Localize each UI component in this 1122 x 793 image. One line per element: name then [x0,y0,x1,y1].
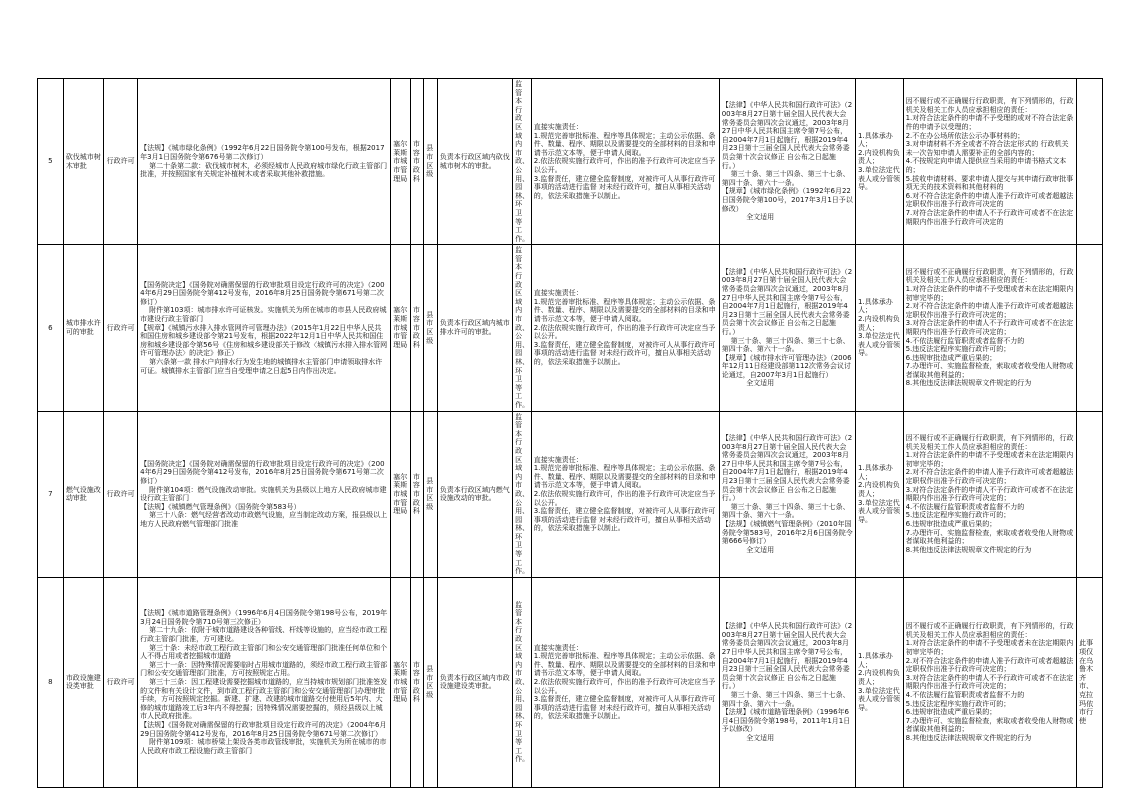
table-row [38,577,1103,787]
responsibility-items: 直接实施责任： 1.规范完善审批标准、程序等具体规定；主动公示依据、条件、数量、程序、期限以及需要提交的全部材料的目录和申请书示范文本等，便于申请人阅取。 2.依法依规实施行政许可，作出的准予行政许可决定应当予以公开。 3.监督责任，建立健全监督制度，对被许可人从事行政许可事项的活动进行监督 对未经行政许可，擅自从事相关活动的，依法采取措施予以制止。 [533,122,716,200]
item-name: 燃气设施改动审批 [63,411,103,577]
duty-scope: 负责本行政区域内砍伐城市树木的审批。 [437,79,512,245]
item-name: 城市排水许可的审批 [63,245,103,411]
responsible-section: 市容市政科 [410,245,423,411]
implementing-department: 塞尔莱斯市城市管理局 [391,79,411,245]
exercise-level: 县市区级 [424,577,437,787]
responsibility-items: 直接实施责任： 1.规范完善审批标准、程序等具体规定；主动公示依据、条件、数量、程序、期限以及需要提交的全部材料的目录和申请书示范文本等，便于申请人阅取。 2.依法依规实施行政许可，作出的准予行政许可决定应当予以公开。 3.监督责任，建立健全监督制度，对被许可人从事行政许可事项的活动进行监督 对未经行政许可，擅自从事相关活动的，依法采取措施予以制止。 [533,455,716,533]
responsibility-items: 直接实施责任： 1.规范完善审批标准、程序等具体规定；主动公示依据、条件、数量、程序、期限以及需要提交的全部材料的目录和申请书示范文本等，便于申请人阅取。 2.依法依规实施行政许可，作出的准予行政许可决定应当予以公开。 3.监督责任，建立健全监督制度，对被许可人从事行政许可事项的活动进行监督 对未经行政许可，擅自从事相关活动的，依法采取措施予以制止。 [533,643,716,721]
row-number: 8 [38,577,64,787]
accountability-cases: 因不履行或不正确履行行政职责，有下列情形的，行政机关及相关工作人员应承担相应的责任： 1.对符合法定条件的申请不予受理的或对不符合法定条件的申请予以受理的； 2.不在办公场所依法公示办事材料的； 3.对申请材料不齐全或者不符合法定形式的 行政机关未一次告知申请人需要补正的全部内容的； 4.不按规定向申请人提供应当采用的申请书格式文本的； 5.拔收申请材料、要求申请人提交与其申请行政审批事项无关的技术资料和其他材料的 6.对不符合法定条件的申请人准予行政许可或者超越法定职权作出准予行政许可决定的 7.对符合法定条件的申请人不予行政许可或者不在法定期限内作出准予行政许可决定的 [905,97,1074,226]
responsibility-basis: 【法律】《中华人民共和国行政许可法》（2003年8月27日第十届全国人民代表大会常务委员会第四次会议通过，2003年8月27日中华人民共和国主席令第7号公布，自2004年7月1日起施行，根据2019年4月23日第十三届全国人民代表大会常务委员会第十次会议修正 自公布之日起施行。） 第三十条、第三十四条、第三十七条、第四十条、第六十一条。 【规章】《城市排水许可管理办法》（2006年12月11日经建设部第112次常务会议讨论通过，自2007年3月1日起施行） 全文适用 [721,267,853,388]
legal-basis: 【国务院决定】《国务院对确需保留的行政审批项目设定行政许可的决定》（2004年6月29日国务院令第412号发布，2016年8月25日国务院令第671号第二次修订） 附件第103项：城市排水许可证核发。实施机关为所在城市的市县人民政府城市建设行政主管部门 【规章】《城镇污水排入排水管网许可管理办法》（2015年1月22日中华人民共和国住房和城乡建设部令第21号发布，根据2022年12月1日中华人民共和国住房和城乡建设部令第56号《住房和城乡建设部关于修改〈城镇污水排入排水管网许可管理办法〉的决定》修正） 第六条第一款 排水户向排水行为发生地的城镇排水主管部门申请领取排水许可证。城镇排水主管部门应当自受理申请之日起5日内作出决定。 [140,280,388,375]
responsible-subject: 1.具体承办人； 2.内设机构负责人； 3.单位法定代表人或分管领导。 [856,79,904,245]
row-number: 6 [38,245,64,411]
supervision-target: 监管本行政区域内市政、公用、园林、环卫等工作。 [513,79,532,245]
remark [1077,245,1103,411]
legal-basis: 【法规】《城市绿化条例》（1992年6月22日国务院令第100号发布，根据2017年3月1日国务院令第676号第二次修订） 第二十条第二款：砍伐城市树木，必须经城市人民政府城市绿化行政主管部门批准，并按照国家有关规定补植树木或者采取其他补救措施。 [140,144,388,179]
responsible-section: 市容市政科 [410,577,423,787]
responsible-subject: 1.具体承办人； 2.内设机构负责人； 3.单位法定代表人或分管领导。 [856,245,904,411]
item-category: 行政许可 [104,79,138,245]
responsibility-basis: 【法律】《中华人民共和国行政许可法》（2003年8月27日第十届全国人民代表大会常务委员会第四次会议通过，2003年8月27日中华人民共和国主席令第7号公布，自2004年7月1日起施行，根据2019年4月23日第十三届全国人民代表大会常务委员会第十次会议修正 自公布之日起施行。） 第三十条、第三十四条、第三十七条、第四十条、第六十一条。 【规章】《城市绿化条例》（1992年6月22日国务院令第100号，2017年3月1日予以修改） 全文适用 [721,101,853,222]
remark [1077,411,1103,577]
accountability-cases: 因不履行或不正确履行行政职责，有下列情形的，行政机关及相关工作人员应承担相应的责任： 1.对符合法定条件的申请不予受理或者未在法定期限内初审完毕的； 2.对不符合法定条件的申请人准予行政许可或者超越法定职权作出准予行政许可决定的； 3.对符合法定条件的申请人不予行政许可或者不在法定期限内作出准予行政许可决定的； 4.不依法履行监管职责或者监督不力的 5.违反法定程序实施行政许可的； 6.违规审批造成严重后果的； 7.办理许可、实施监督检查，索取或者收受他人财物或者谋取其他利益的； 8.其他违反法律法规规章文件规定的行为 [905,434,1074,554]
item-name: 市政设施建设类审批 [63,577,103,787]
item-name: 砍伐城市树木审批 [63,79,103,245]
supervision-target: 监管本行政区域内市政、公用、园林、环卫等工作。 [513,577,532,787]
duty-scope: 负责本行政区域内城市排水许可的审批。 [437,245,512,411]
legal-basis: 【法规】《城市道路管理条例》（1996年6月4日国务院令第198号公布，2019年3月24日国务院令第710号第三次修正） 第二十九条：依附于城市道路建设各种管线、杆线等设施的，应当经市政工程行政主管部门批准，方可建设。 第三十条：未经市政工程行政主管部门和公安交通管理部门批准任何单位和个人不得占用或者挖掘城市道路 第三十一条：因特殊情况需要临时占用城市道路的，须经市政工程行政主管部门和公安交通管理部门批准，方可按照规定占用。 第三十三条：因工程建设需要挖掘城市道路的，应当持城市规划部门批准签发的文件和有关设计文件，到市政工程行政主管部门和公安交通管理部门办理审批手续，方可按照规定挖掘。新建、扩建、改建的城市道路交付使用后5年内、大修的城市道路竣工后3年内不得挖掘；因特殊情况需要挖掘的，须经县级以上城市人民政府批准。 【法规】《国务院对确需保留的行政审批项目设定行政许可的决定》（2004年6月29日国务院令第412号发布，2016年8月25日国务院令第671号第二次修订） 附件第109项：城市桥梁上架设各类市政管线审批，实施机关为所在城市的市人民政府市政工程设施行政主管部门 [140,609,388,755]
item-category: 行政许可 [104,577,138,787]
item-category: 行政许可 [104,245,138,411]
implementing-department: 塞尔莱斯市城市管理局 [391,577,411,787]
supervision-target: 监管本行政区域内市政、公用、园林、环卫等工作。 [513,411,532,577]
legal-basis: 【国务院决定】《国务院对确需保留的行政审批项目设定行政许可的决定》（2004年6月29日国务院令第412号发布，2016年8月25日国务院令第671号第二次修订） 附件第104项：燃气设施改动审批。实施机关为县级以上地方人民政府城市建设行政主管部门 【法规】《城镇燃气管理条例》（国务院令第583号） 第三十八条：燃气经营者改动市政燃气设施，应当制定改动方案，报县级以上地方人民政府燃气管理部门批准 [140,459,388,528]
table-row [38,411,1103,577]
responsibility-items: 直接实施责任： 1.规范完善审批标准、程序等具体规定；主动公示依据、条件、数量、程序、期限以及需要提交的全部材料的目录和申请书示范文本等，便于申请人阅取。 2.依法依规实施行政许可，作出的准予行政许可决定应当予以公开。 3.监督责任，建立健全监督制度，对被许可人从事行政许可事项的活动进行监督 对未经行政许可，擅自从事相关活动的，依法采取措施予以制止。 [533,289,716,366]
supervision-target: 监管本行政区域内市政、公用、园林、环卫等工作。 [513,245,532,411]
implementing-department: 塞尔莱斯市城市管理局 [391,411,411,577]
table-row [38,245,1103,411]
implementing-department: 塞尔莱斯市城市管理局 [391,245,411,411]
remark: 此事项仅在乌鲁木齐市、克拉玛依市行使 [1077,577,1103,787]
row-number: 5 [38,79,64,245]
item-category: 行政许可 [104,411,138,577]
responsible-subject: 1.具体承办人； 2.内设机构负责人； 3.单位法定代表人或分管领导。 [856,411,904,577]
responsibility-basis: 【法律】《中华人民共和国行政许可法》（2003年8月27日第十届全国人民代表大会常务委员会第四次会议通过，2003年8月27日中华人民共和国主席令第7号公布，自2004年7月1日起施行，根据2019年4月23日第十三届全国人民代表大会常务委员会第十次会议修正 自公布之日起施行。） 第三十条、第三十四条、第三十七条、第四十条、第六十一条。 【法规】《城市道路管理条例》（1996年6月4日国务院令第198号，2011年1月1日予以修改） 全文适用 [721,622,853,742]
exercise-level: 县市区级 [424,79,437,245]
table-row [38,79,1103,245]
responsible-subject: 1.具体承办人； 2.内设机构负责人； 3.单位法定代表人或分管领导。 [856,577,904,787]
duty-scope: 负责本行政区域内燃气设施改动的审批。 [437,411,512,577]
remark [1077,79,1103,245]
accountability-cases: 因不履行或不正确履行行政职责，有下列情形的，行政机关及相关工作人员应承担相应的责任： 1.对符合法定条件的申请不予受理或者未在法定期限内初审完毕的； 2.对不符合法定条件的申请人准予行政许可或者超越法定职权作出准予行政许可决定的； 3.对符合法定条件的申请人不予行政许可或者不在法定期限内作出准予行政许可决定的； 4.不依法履行监管职责或者监督不力的 5.违反法定程序实施行政许可的； 6.违规审批造成严重后果的； 7.办理许可、实施监督检查，索取或者收受他人财物或者谋取其他利益的； 8.其他违反法律法规规章文件规定的行为 [905,267,1074,388]
accountability-cases: 因不履行或不正确履行行政职责，有下列情形的，行政机关及相关工作人员应承担相应的责任： 1.对符合法定条件的申请不予受理或者未在法定期限内初审完毕的； 2.对不符合法定条件的申请人准予行政许可或者超越法定职权作出准予行政许可决定的； 3.对符合法定条件的申请人不予行政许可或者不在法定期限内作出准予行政许可决定的； 4.不依法履行监管职责或者监督不力的 5.违反法定程序实施行政许可的； 6.违规审批造成严重后果的； 7.办理许可、实施监督检查，索取或者收受他人财物或者谋取其他利益的； 8.其他违反法律法规规章文件规定的行为 [905,622,1074,742]
responsible-section: 市容市政科 [410,411,423,577]
exercise-level: 县市区级 [424,411,437,577]
power-list-table [37,78,1103,788]
responsibility-basis: 【法律】《中华人民共和国行政许可法》（2003年8月27日第十届全国人民代表大会常务委员会第四次会议通过，2003年8月27日中华人民共和国主席令第7号公布，自2004年7月1日起施行，根据2019年4月23日第十三届全国人民代表大会常务委员会第十次会议修正 自公布之日起施行。） 第三十条、第三十四条、第三十七条、第四十条、第六十一条。 【法规】《城镇燃气管理条例》（2010年国务院令第583号，2016年2月6日国务院令第666号修订） 全文适用 [721,434,853,554]
duty-scope: 负责本行政区域内市政设施建设类审批。 [437,577,512,787]
row-number: 7 [38,411,64,577]
responsible-section: 市容市政科 [410,79,423,245]
exercise-level: 县市区级 [424,245,437,411]
